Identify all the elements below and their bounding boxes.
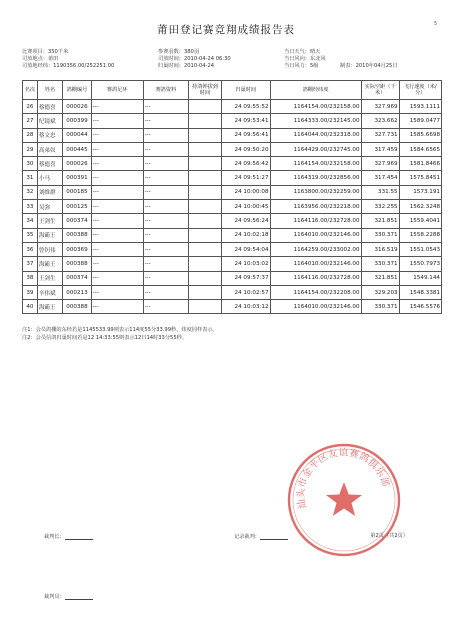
coord-cell: 1164010.00/232146.00 [270,300,361,314]
meta-return-time: 归巢时间：2010-04-24 [158,63,215,69]
distance-cell: 330.371 [361,228,399,242]
clock-cell [189,242,222,256]
note-1: 注1：会员鸽棚的东经若是1145533.99则表示114度55分33.99秒，纬度同样表示。 [22,327,218,333]
judge-label: 裁判员： [44,594,65,600]
signature-recorder [234,533,288,540]
rank-cell: 26 [23,100,38,114]
speed-cell: 1593.1111 [399,100,441,114]
name-cell: 海霸王 [37,228,62,242]
ring-cell: 000044 [63,128,92,142]
foot-ring-cell: --- [91,157,143,171]
foot-ring-cell: --- [91,228,143,242]
rank-cell: 29 [23,142,38,156]
arrival-time-cell: 24 09:51:27 [221,171,270,185]
distance-cell: 317.459 [361,142,399,156]
arrival-time-cell: 24 10:03:12 [221,300,270,314]
pigeon-info-cell: --- [143,171,188,185]
speed-cell: 1549.144 [399,271,441,285]
name-cell: 海霸王 [37,300,62,314]
rank-cell: 40 [23,300,38,314]
judge-line [65,599,93,600]
pigeon-info-cell: --- [143,128,188,142]
rank-cell: 30 [23,157,38,171]
rank-cell: 35 [23,228,38,242]
name-cell: 蔡德喜 [37,157,62,171]
clock-cell [189,228,222,242]
speed-cell: 1551.0543 [399,242,441,256]
meta-release-time: 司放时间：2010-04-24 06:30 [158,56,231,62]
pigeon-info-cell: --- [143,214,188,228]
arrival-time-cell: 24 09:56:41 [221,128,270,142]
table-row [23,157,442,171]
table-header-row [23,81,442,100]
recorder-label: 记录裁判： [234,534,260,540]
coord-cell: 1163800.00/232259.00 [270,185,361,199]
name-cell: 小马 [37,171,62,185]
coord-cell: 1164154.00/232208.00 [270,285,361,299]
pigeon-info-cell: --- [143,185,188,199]
foot-ring-cell: --- [91,214,143,228]
name-cell: 刘维群 [37,185,62,199]
distance-cell: 317.454 [361,171,399,185]
foot-ring-cell: --- [91,100,143,114]
pigeon-info-cell: --- [143,228,188,242]
clock-cell [189,200,222,214]
coord-cell: 1164154.00/232158.00 [270,157,361,171]
arrival-time-cell: 24 10:02:57 [221,285,270,299]
pigeon-info-cell: --- [143,114,188,128]
name-cell: 吴弥 [37,200,62,214]
corner-number: 5 [434,22,438,27]
table-row [23,214,442,228]
foot-ring-cell: --- [91,271,143,285]
rank-cell: 36 [23,242,38,256]
ring-cell: 000213 [63,285,92,299]
ring-cell: 000391 [63,171,92,185]
coord-cell: 1164010.00/232146.00 [270,257,361,271]
table-body [23,100,442,314]
arrival-time-cell: 24 09:56:24 [221,214,270,228]
table-row [23,171,442,185]
distance-cell: 330.371 [361,257,399,271]
distance-cell: 332.255 [361,200,399,214]
speed-cell: 1581.8466 [399,157,441,171]
distance-cell: 327.969 [361,100,399,114]
pigeon-info-cell: --- [143,257,188,271]
foot-ring-cell: --- [91,142,143,156]
table-row [23,285,442,299]
distance-cell: 331.55 [361,185,399,199]
clock-cell [189,128,222,142]
pigeon-info-cell: --- [143,242,188,256]
rank-cell: 37 [23,257,38,271]
rank-cell: 31 [23,171,38,185]
name-cell: 辛伟斌 [37,285,62,299]
meta-loft: 司放地点：莆田 [22,56,59,62]
table-row [23,271,442,285]
ring-cell: 000388 [63,228,92,242]
pigeon-info-cell: --- [143,157,188,171]
clock-cell [189,271,222,285]
header-coord: 鸽棚经纬度 [270,81,361,100]
table-row [23,142,442,156]
header-ring: 鸽棚编号 [63,81,92,100]
coord-cell: 1164333.00/232145.00 [270,114,361,128]
foot-ring-cell: --- [91,114,143,128]
header-foot: 赛鸽足环 [91,81,143,100]
meta-entries: 参赛羽数：380羽 [158,49,200,55]
foot-ring-cell: --- [91,185,143,199]
rank-cell: 27 [23,114,38,128]
foot-ring-cell: --- [91,300,143,314]
table-row [23,228,442,242]
pigeon-info-cell: --- [143,100,188,114]
pigeon-info-cell: --- [143,200,188,214]
table-row [23,257,442,271]
meta-distance: 比赛项目：350千米 [22,49,69,55]
meta-weather: 当日天气：晴天 [284,49,321,55]
note-2: 注2：会员信鸽归巢时间若是12 14:33:55则表示12日14时33分55秒。 [22,335,188,341]
header-speed: 飞行速度（米/分） [399,81,441,100]
arrival-time-cell: 24 10:02:18 [221,228,270,242]
distance-cell: 321.851 [361,214,399,228]
coord-cell: 1164044.00/232318.00 [270,128,361,142]
header-distance: 实际空距（千米） [361,81,399,100]
clock-cell [189,114,222,128]
clock-cell [189,171,222,185]
name-cell: 曾钊伟 [37,242,62,256]
header-rank: 名次 [23,81,38,100]
speed-cell: 1559.4041 [399,214,441,228]
rank-cell: 34 [23,214,38,228]
club-seal-stamp [284,440,404,560]
coord-cell: 1163956.00/232218.00 [270,200,361,214]
ring-cell: 000125 [63,200,92,214]
rank-cell: 33 [23,200,38,214]
foot-ring-cell: --- [91,285,143,299]
signature-judge [44,593,93,600]
speed-cell: 1548.3381 [399,285,441,299]
speed-cell: 1550.7973 [399,257,441,271]
pigeon-info-cell: --- [143,271,188,285]
speed-cell: 1584.6565 [399,142,441,156]
coord-cell: 1164319.00/232856.00 [270,171,361,185]
ring-cell: 000026 [63,100,92,114]
distance-cell: 327.731 [361,128,399,142]
speed-cell: 1585.6698 [399,128,441,142]
header-arrival: 归巢时间 [221,81,270,100]
speed-cell: 1546.5576 [399,300,441,314]
coord-cell: 1164116.00/232728.00 [270,214,361,228]
distance-cell: 316.519 [361,242,399,256]
clock-cell [189,157,222,171]
meta-coords: 司放地经纬：1190356.00/252251.00 [22,63,115,69]
clock-cell [189,185,222,199]
ring-cell: 000374 [63,214,92,228]
seal-star-icon [326,482,362,516]
header-info: 赛鸽资料 [143,81,188,100]
clock-cell [189,257,222,271]
clock-cell [189,285,222,299]
signature-judge-chief [44,533,93,540]
arrival-time-cell: 24 10:00:45 [221,200,270,214]
distance-cell: 323.662 [361,114,399,128]
distance-cell: 329.203 [361,285,399,299]
notes [22,326,218,342]
header-clock: 持鸽钟拔到时间 [189,81,222,100]
speed-cell: 1573.191 [399,185,441,199]
table-row [23,242,442,256]
name-cell: 高弟奴 [37,142,62,156]
ring-cell: 000399 [63,114,92,128]
table-row [23,100,442,114]
name-cell: 蔡文忠 [37,128,62,142]
ring-cell: 000369 [63,242,92,256]
table-row [23,200,442,214]
meta-wind-force: 当日风力：5级 [284,63,319,69]
distance-cell: 327.969 [361,157,399,171]
table-row [23,185,442,199]
ring-cell: 000026 [63,157,92,171]
table-row [23,128,442,142]
ring-cell: 000388 [63,300,92,314]
speed-cell: 1589.0477 [399,114,441,128]
speed-cell: 1562.3248 [399,200,441,214]
judge-chief-line [65,539,93,540]
coord-cell: 1164154.00/232158.00 [270,100,361,114]
header-name: 姓名 [37,81,62,100]
name-cell: 王剑生 [37,214,62,228]
distance-cell: 330.371 [361,300,399,314]
pigeon-info-cell: --- [143,142,188,156]
seal-text: 汕头市金平区友谊赛鸽俱乐部 [295,447,392,510]
report-title: 莆田登记赛竞翔成绩报告表 [157,24,295,36]
ring-cell: 000388 [63,257,92,271]
table-row [23,114,442,128]
clock-cell [189,100,222,114]
name-cell: 海霸王 [37,257,62,271]
meta-made-date: 制表：2010年04月25日 [340,63,398,69]
speed-cell: 1575.8451 [399,171,441,185]
ring-cell: 000445 [63,142,92,156]
foot-ring-cell: --- [91,171,143,185]
pigeon-info-cell: --- [143,285,188,299]
coord-cell: 1164259.00/233002.00 [270,242,361,256]
arrival-time-cell: 24 09:55:52 [221,100,270,114]
arrival-time-cell: 24 09:54:04 [221,242,270,256]
rank-cell: 38 [23,271,38,285]
foot-ring-cell: --- [91,242,143,256]
page-number: 第2页（共2页） [370,533,408,539]
arrival-time-cell: 24 10:00:08 [221,185,270,199]
coord-cell: 1164010.00/232146.00 [270,228,361,242]
foot-ring-cell: --- [91,257,143,271]
clock-cell [189,214,222,228]
ring-cell: 000374 [63,271,92,285]
arrival-time-cell: 24 09:53:41 [221,114,270,128]
rank-cell: 39 [23,285,38,299]
results-table [22,80,442,314]
distance-cell: 321.851 [361,271,399,285]
arrival-time-cell: 24 10:03:02 [221,257,270,271]
rank-cell: 28 [23,128,38,142]
ring-cell: 000185 [63,185,92,199]
name-cell: 王剑生 [37,271,62,285]
coord-cell: 1164116.00/232728.00 [270,271,361,285]
coord-cell: 1164429.00/232745.00 [270,142,361,156]
clock-cell [189,142,222,156]
foot-ring-cell: --- [91,128,143,142]
name-cell: 蔡德喜 [37,100,62,114]
recorder-line [260,539,288,540]
arrival-time-cell: 24 09:50:20 [221,142,270,156]
pigeon-info-cell: --- [143,300,188,314]
name-cell: 纪镜斌 [37,114,62,128]
rank-cell: 32 [23,185,38,199]
speed-cell: 1558.2288 [399,228,441,242]
table-row [23,300,442,314]
arrival-time-cell: 24 09:57:37 [221,271,270,285]
clock-cell [189,300,222,314]
foot-ring-cell: --- [91,200,143,214]
meta-wind-direction: 当日风向：东北风 [284,56,326,62]
arrival-time-cell: 24 09:56:42 [221,157,270,171]
judge-chief-label: 裁判长： [44,534,65,540]
